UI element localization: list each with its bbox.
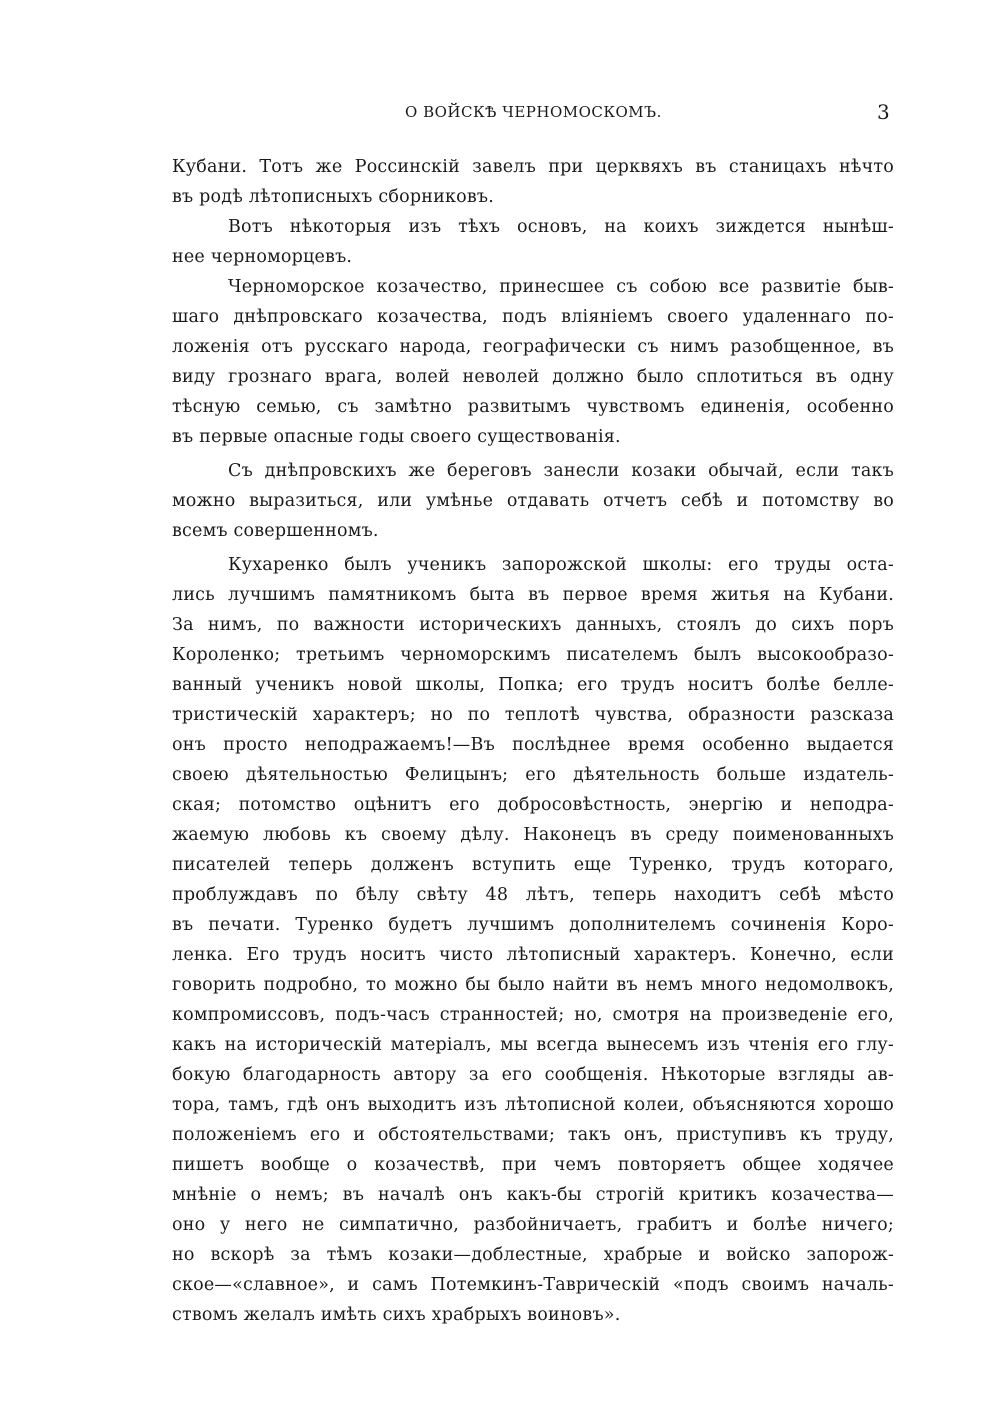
text-line: писателей теперь долженъ вступить еще Туренко, трудъ котораго, [172,855,894,875]
text-line: проблуждавъ по бѣлу свѣту 48 лѣтъ, теперь находитъ себѣ мѣсто [172,885,894,905]
text-line: въ первые опасные годы своего существованія. [172,427,621,447]
text-line: тѣсную семью, съ замѣтно развитымъ чувствомъ единенія, особенно [172,397,894,417]
text-line: ванный ученикъ новой школы, Попка; его трудъ носитъ болѣе белле- [172,675,894,695]
text-line: всемъ совершенномъ. [172,521,379,541]
text-line: виду грознаго врага, волей неволей должно было сплотиться въ одну [172,367,894,387]
text-line: шаго днѣпровскаго козачества, подъ вліяніемъ своего удаленнаго по- [172,307,894,327]
text-line: тристическій характеръ; но по теплотѣ чувства, образности разсказа [172,705,894,725]
text-line: оно у него не симпатично, разбойничаетъ, грабитъ и болѣе ничего; [172,1215,894,1235]
text-line: Съ днѣпровскихъ же береговъ занесли козаки обычай, если такъ [228,461,894,481]
text-line: лись лучшимъ памятникомъ быта въ первое время житья на Кубани. [172,585,894,605]
text-line: своею дѣятельностью Фелицынъ; его дѣятельность больше издатель- [172,765,894,785]
text-line: нее черноморцевъ. [172,247,353,267]
text-line: ское—«славное», и самъ Потемкинъ-Таврическій «подъ своимъ началь- [172,1275,894,1295]
text-line: ская; потомство оцѣнитъ его добросовѣстность, энергію и неподра- [172,795,894,815]
text-line: Кубани. Тотъ же Россинскій завелъ при церквяхъ въ станицахъ нѣчто [172,157,894,177]
text-line: Короленко; третьимъ черноморскимъ писателемъ былъ высокообразо- [172,645,894,665]
text-line: бокую благодарность автору за его сообщенія. Нѣкоторые взгляды ав- [172,1065,894,1085]
page-number: 3 [877,100,890,124]
text-line: но вскорѣ за тѣмъ козаки—доблестные, храбрые и войско запорож- [172,1245,894,1265]
text-line: компромиссовъ, подъ-часъ странностей; но, смотря на произведеніе его, [172,1005,894,1025]
text-line: въ родѣ лѣтописныхъ сборниковъ. [172,187,494,207]
text-line: тора, тамъ, гдѣ онъ выходитъ изъ лѣтописной колеи, объясняются хорошо [172,1095,894,1115]
text-line: Кухаренко былъ ученикъ запорожской школы: его труды оста- [228,555,894,575]
text-line: ствомъ желалъ имѣть сихъ храбрыхъ воиновъ». [172,1305,621,1325]
text-line: можно выразиться, или умѣнье отдавать отчетъ себѣ и потомству во [172,491,894,511]
text-line: пишетъ вообще о козачествѣ, при чемъ повторяетъ общее ходячее [172,1155,894,1175]
text-line: въ печати. Туренко будетъ лучшимъ дополнителемъ сочиненія Коро- [172,915,894,935]
text-line: онъ просто неподражаемъ!—Въ послѣднее время особенно выдается [172,735,894,755]
running-title: О ВОЙСКѢ ЧЕРНОМОСКОМЪ. [405,103,662,121]
text-line: ложенія отъ русскаго народа, географически съ нимъ разобщенное, въ [172,337,894,357]
text-line: За нимъ, по важности историческихъ данныхъ, стоялъ до сихъ поръ [172,615,894,635]
text-line: Черноморское козачество, принесшее съ собою все развитіе быв- [228,277,894,297]
text-line: какъ на историческій матеріалъ, мы всегда вынесемъ изъ чтенія его глу- [172,1035,894,1055]
text-line: положеніемъ его и обстоятельствами; такъ онъ, приступивъ къ труду, [172,1125,894,1145]
text-line: Вотъ нѣкоторыя изъ тѣхъ основъ, на коихъ зиждется нынѣш- [228,217,894,237]
text-line: ленка. Его трудъ носитъ чисто лѣтописный характеръ. Конечно, если [172,945,894,965]
text-line: мнѣніе о немъ; въ началѣ онъ какъ-бы строгій критикъ козачества— [172,1185,894,1205]
text-line: говорить подробно, то можно бы было найти въ немъ много недомолвокъ, [172,975,894,995]
body-text [172,152,894,1330]
text-line: жаемую любовь къ своему дѣлу. Наконецъ въ среду поименованныхъ [172,825,894,845]
